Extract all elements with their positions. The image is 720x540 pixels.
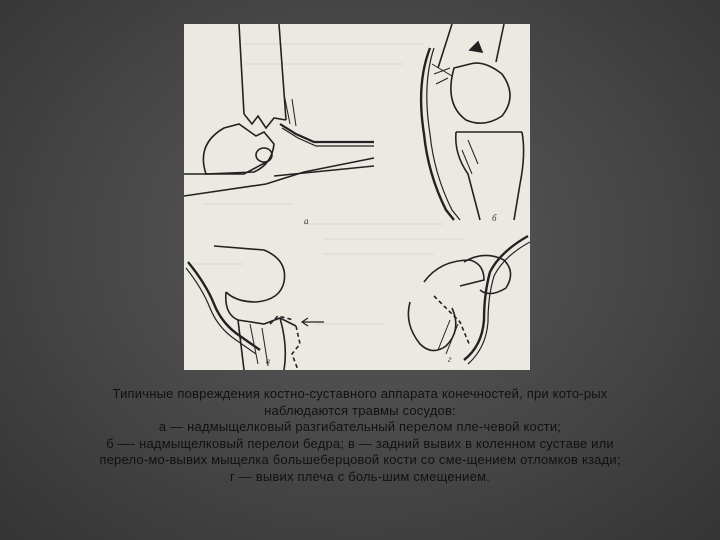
panel-c-drawing — [186, 246, 324, 370]
caption-line: Типичные повреждения костно-суставного аппарата конечностей, при кото-рых — [112, 386, 608, 401]
caption-line: г — вывих плеча с боль-шим смещением. — [229, 468, 491, 484]
caption-line: б —- надмыщелковый перелои бедра; в — задний вывих в коленном суставе или — [106, 435, 614, 451]
figure-caption — [40, 386, 680, 486]
panel-label-c: в — [266, 356, 270, 366]
panel-label-b: б — [492, 213, 497, 223]
panel-b-drawing — [421, 24, 524, 220]
panel-a-drawing — [184, 24, 374, 196]
caption-line: а — надмыщелковый разгибательный перелом пле-чевой кости; — [158, 419, 562, 435]
panel-label-d: г — [448, 354, 452, 364]
illustration-drawing — [184, 24, 530, 370]
panel-label-a: а — [304, 216, 309, 226]
caption-line: наблюдаются травмы сосудов: — [264, 402, 456, 418]
caption-line: перело-мо-вывих мыщелка большеберцовой кости со сме-щением отломков кзади; — [99, 452, 621, 468]
anatomy-illustration — [184, 24, 530, 370]
panel-d-drawing — [408, 236, 530, 364]
